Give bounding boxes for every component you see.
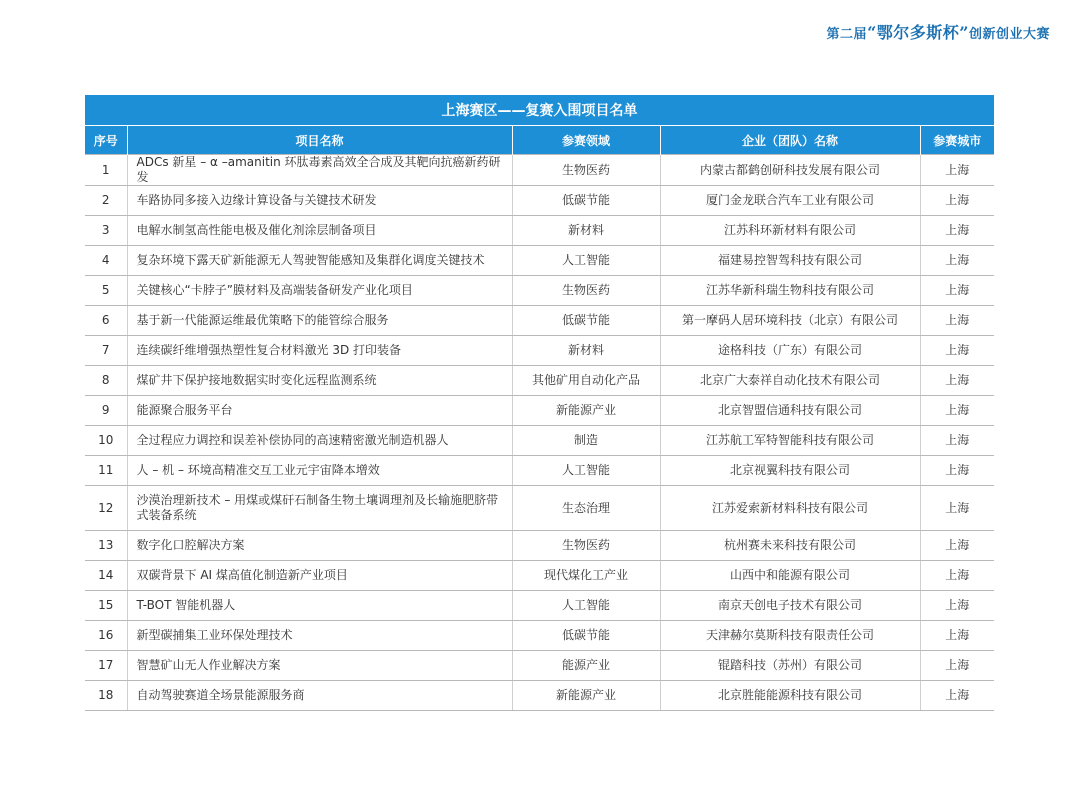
row-number: 18 — [85, 681, 127, 711]
city-name: 上海 — [920, 246, 994, 276]
company-name: 北京智盟信通科技有限公司 — [660, 396, 920, 426]
row-number: 16 — [85, 621, 127, 651]
project-name: 智慧矿山无人作业解决方案 — [127, 651, 512, 681]
city-name: 上海 — [920, 306, 994, 336]
table-row — [85, 336, 994, 366]
row-number: 13 — [85, 531, 127, 561]
column-header-number: 序号 — [85, 126, 127, 155]
row-number: 12 — [85, 486, 127, 531]
row-number: 10 — [85, 426, 127, 456]
table-row — [85, 426, 994, 456]
project-name: 双碳背景下 AI 煤高值化制造新产业项目 — [127, 561, 512, 591]
field-name: 制造 — [512, 426, 660, 456]
field-name: 新材料 — [512, 336, 660, 366]
finalist-table — [85, 95, 994, 711]
field-name: 生物医药 — [512, 155, 660, 186]
city-name: 上海 — [920, 621, 994, 651]
company-name: 北京广大泰祥自动化技术有限公司 — [660, 366, 920, 396]
table-row — [85, 486, 994, 531]
field-name: 低碳节能 — [512, 621, 660, 651]
field-name: 人工智能 — [512, 591, 660, 621]
table-row — [85, 186, 994, 216]
project-name: T-BOT 智能机器人 — [127, 591, 512, 621]
table-row — [85, 396, 994, 426]
city-name: 上海 — [920, 561, 994, 591]
project-name: 连续碳纤维增强热塑性复合材料激光 3D 打印装备 — [127, 336, 512, 366]
row-number: 4 — [85, 246, 127, 276]
company-name: 途格科技（广东）有限公司 — [660, 336, 920, 366]
row-number: 2 — [85, 186, 127, 216]
finalist-table-container — [85, 95, 994, 711]
company-name: 杭州赛未来科技有限公司 — [660, 531, 920, 561]
project-name: 人 – 机 – 环境高精准交互工业元宇宙降本增效 — [127, 456, 512, 486]
company-name: 江苏科环新材料有限公司 — [660, 216, 920, 246]
city-name: 上海 — [920, 456, 994, 486]
field-name: 低碳节能 — [512, 186, 660, 216]
table-title: 上海赛区——复赛入围项目名单 — [85, 95, 994, 126]
table-body — [85, 155, 994, 711]
project-name: 沙漠治理新技术 – 用煤或煤矸石制备生物土壤调理剂及长输施肥脐带式装备系统 — [127, 486, 512, 531]
company-name: 天津赫尔莫斯科技有限责任公司 — [660, 621, 920, 651]
project-name: 全过程应力调控和误差补偿协同的高速精密激光制造机器人 — [127, 426, 512, 456]
company-name: 江苏航工军特智能科技有限公司 — [660, 426, 920, 456]
table-row — [85, 621, 994, 651]
company-name: 江苏爱索新材料科技有限公司 — [660, 486, 920, 531]
row-number: 3 — [85, 216, 127, 246]
project-name: 复杂环境下露天矿新能源无人驾驶智能感知及集群化调度关键技术 — [127, 246, 512, 276]
row-number: 5 — [85, 276, 127, 306]
project-name: 基于新一代能源运维最优策略下的能管综合服务 — [127, 306, 512, 336]
page-header — [827, 20, 1050, 43]
column-header-project: 项目名称 — [127, 126, 512, 155]
city-name: 上海 — [920, 486, 994, 531]
row-number: 17 — [85, 651, 127, 681]
column-header-company: 企业（团队）名称 — [660, 126, 920, 155]
company-name: 江苏华新科瑞生物科技有限公司 — [660, 276, 920, 306]
row-number: 7 — [85, 336, 127, 366]
company-name: 内蒙古都鹤创研科技发展有限公司 — [660, 155, 920, 186]
company-name: 锟踏科技（苏州）有限公司 — [660, 651, 920, 681]
field-name: 人工智能 — [512, 456, 660, 486]
field-name: 能源产业 — [512, 651, 660, 681]
table-row — [85, 651, 994, 681]
table-row — [85, 366, 994, 396]
table-row — [85, 531, 994, 561]
header-suffix: 创新创业大赛 — [968, 27, 1050, 42]
field-name: 生态治理 — [512, 486, 660, 531]
city-name: 上海 — [920, 426, 994, 456]
field-name: 生物医药 — [512, 531, 660, 561]
company-name: 南京天创电子技术有限公司 — [660, 591, 920, 621]
company-name: 第一摩码人居环境科技（北京）有限公司 — [660, 306, 920, 336]
project-name: 自动驾驶赛道全场景能源服务商 — [127, 681, 512, 711]
field-name: 低碳节能 — [512, 306, 660, 336]
header-highlight: “鄂尔多斯杯” — [867, 23, 969, 42]
field-name: 其他矿用自动化产品 — [512, 366, 660, 396]
city-name: 上海 — [920, 155, 994, 186]
city-name: 上海 — [920, 336, 994, 366]
project-name: 能源聚合服务平台 — [127, 396, 512, 426]
row-number: 1 — [85, 155, 127, 186]
project-name: 车路协同多接入边缘计算设备与关键技术研发 — [127, 186, 512, 216]
row-number: 6 — [85, 306, 127, 336]
row-number: 14 — [85, 561, 127, 591]
row-number: 8 — [85, 366, 127, 396]
field-name: 人工智能 — [512, 246, 660, 276]
column-header-city: 参赛城市 — [920, 126, 994, 155]
city-name: 上海 — [920, 276, 994, 306]
field-name: 现代煤化工产业 — [512, 561, 660, 591]
table-row — [85, 216, 994, 246]
field-name: 新材料 — [512, 216, 660, 246]
company-name: 北京胜能能源科技有限公司 — [660, 681, 920, 711]
field-name: 生物医药 — [512, 276, 660, 306]
city-name: 上海 — [920, 591, 994, 621]
city-name: 上海 — [920, 396, 994, 426]
table-header-row — [85, 126, 994, 155]
company-name: 山西中和能源有限公司 — [660, 561, 920, 591]
project-name: 新型碳捕集工业环保处理技术 — [127, 621, 512, 651]
table-row — [85, 276, 994, 306]
header-prefix: 第二届 — [826, 27, 868, 42]
field-name: 新能源产业 — [512, 681, 660, 711]
table-row — [85, 246, 994, 276]
city-name: 上海 — [920, 216, 994, 246]
city-name: 上海 — [920, 681, 994, 711]
city-name: 上海 — [920, 651, 994, 681]
city-name: 上海 — [920, 531, 994, 561]
row-number: 15 — [85, 591, 127, 621]
column-header-field: 参赛领域 — [512, 126, 660, 155]
city-name: 上海 — [920, 186, 994, 216]
project-name: 数字化口腔解决方案 — [127, 531, 512, 561]
project-name: ADCs 新星 – α –amanitin 环肽毒素高效全合成及其靶向抗癌新药研发 — [127, 155, 512, 186]
table-row — [85, 591, 994, 621]
field-name: 新能源产业 — [512, 396, 660, 426]
company-name: 厦门金龙联合汽车工业有限公司 — [660, 186, 920, 216]
table-row — [85, 155, 994, 186]
company-name: 北京视翼科技有限公司 — [660, 456, 920, 486]
project-name: 电解水制氢高性能电极及催化剂涂层制备项目 — [127, 216, 512, 246]
table-row — [85, 306, 994, 336]
row-number: 9 — [85, 396, 127, 426]
company-name: 福建易控智驾科技有限公司 — [660, 246, 920, 276]
table-row — [85, 561, 994, 591]
table-row — [85, 456, 994, 486]
city-name: 上海 — [920, 366, 994, 396]
project-name: 煤矿井下保护接地数据实时变化远程监测系统 — [127, 366, 512, 396]
project-name: 关键核心“卡脖子”膜材料及高端装备研发产业化项目 — [127, 276, 512, 306]
table-row — [85, 681, 994, 711]
row-number: 11 — [85, 456, 127, 486]
